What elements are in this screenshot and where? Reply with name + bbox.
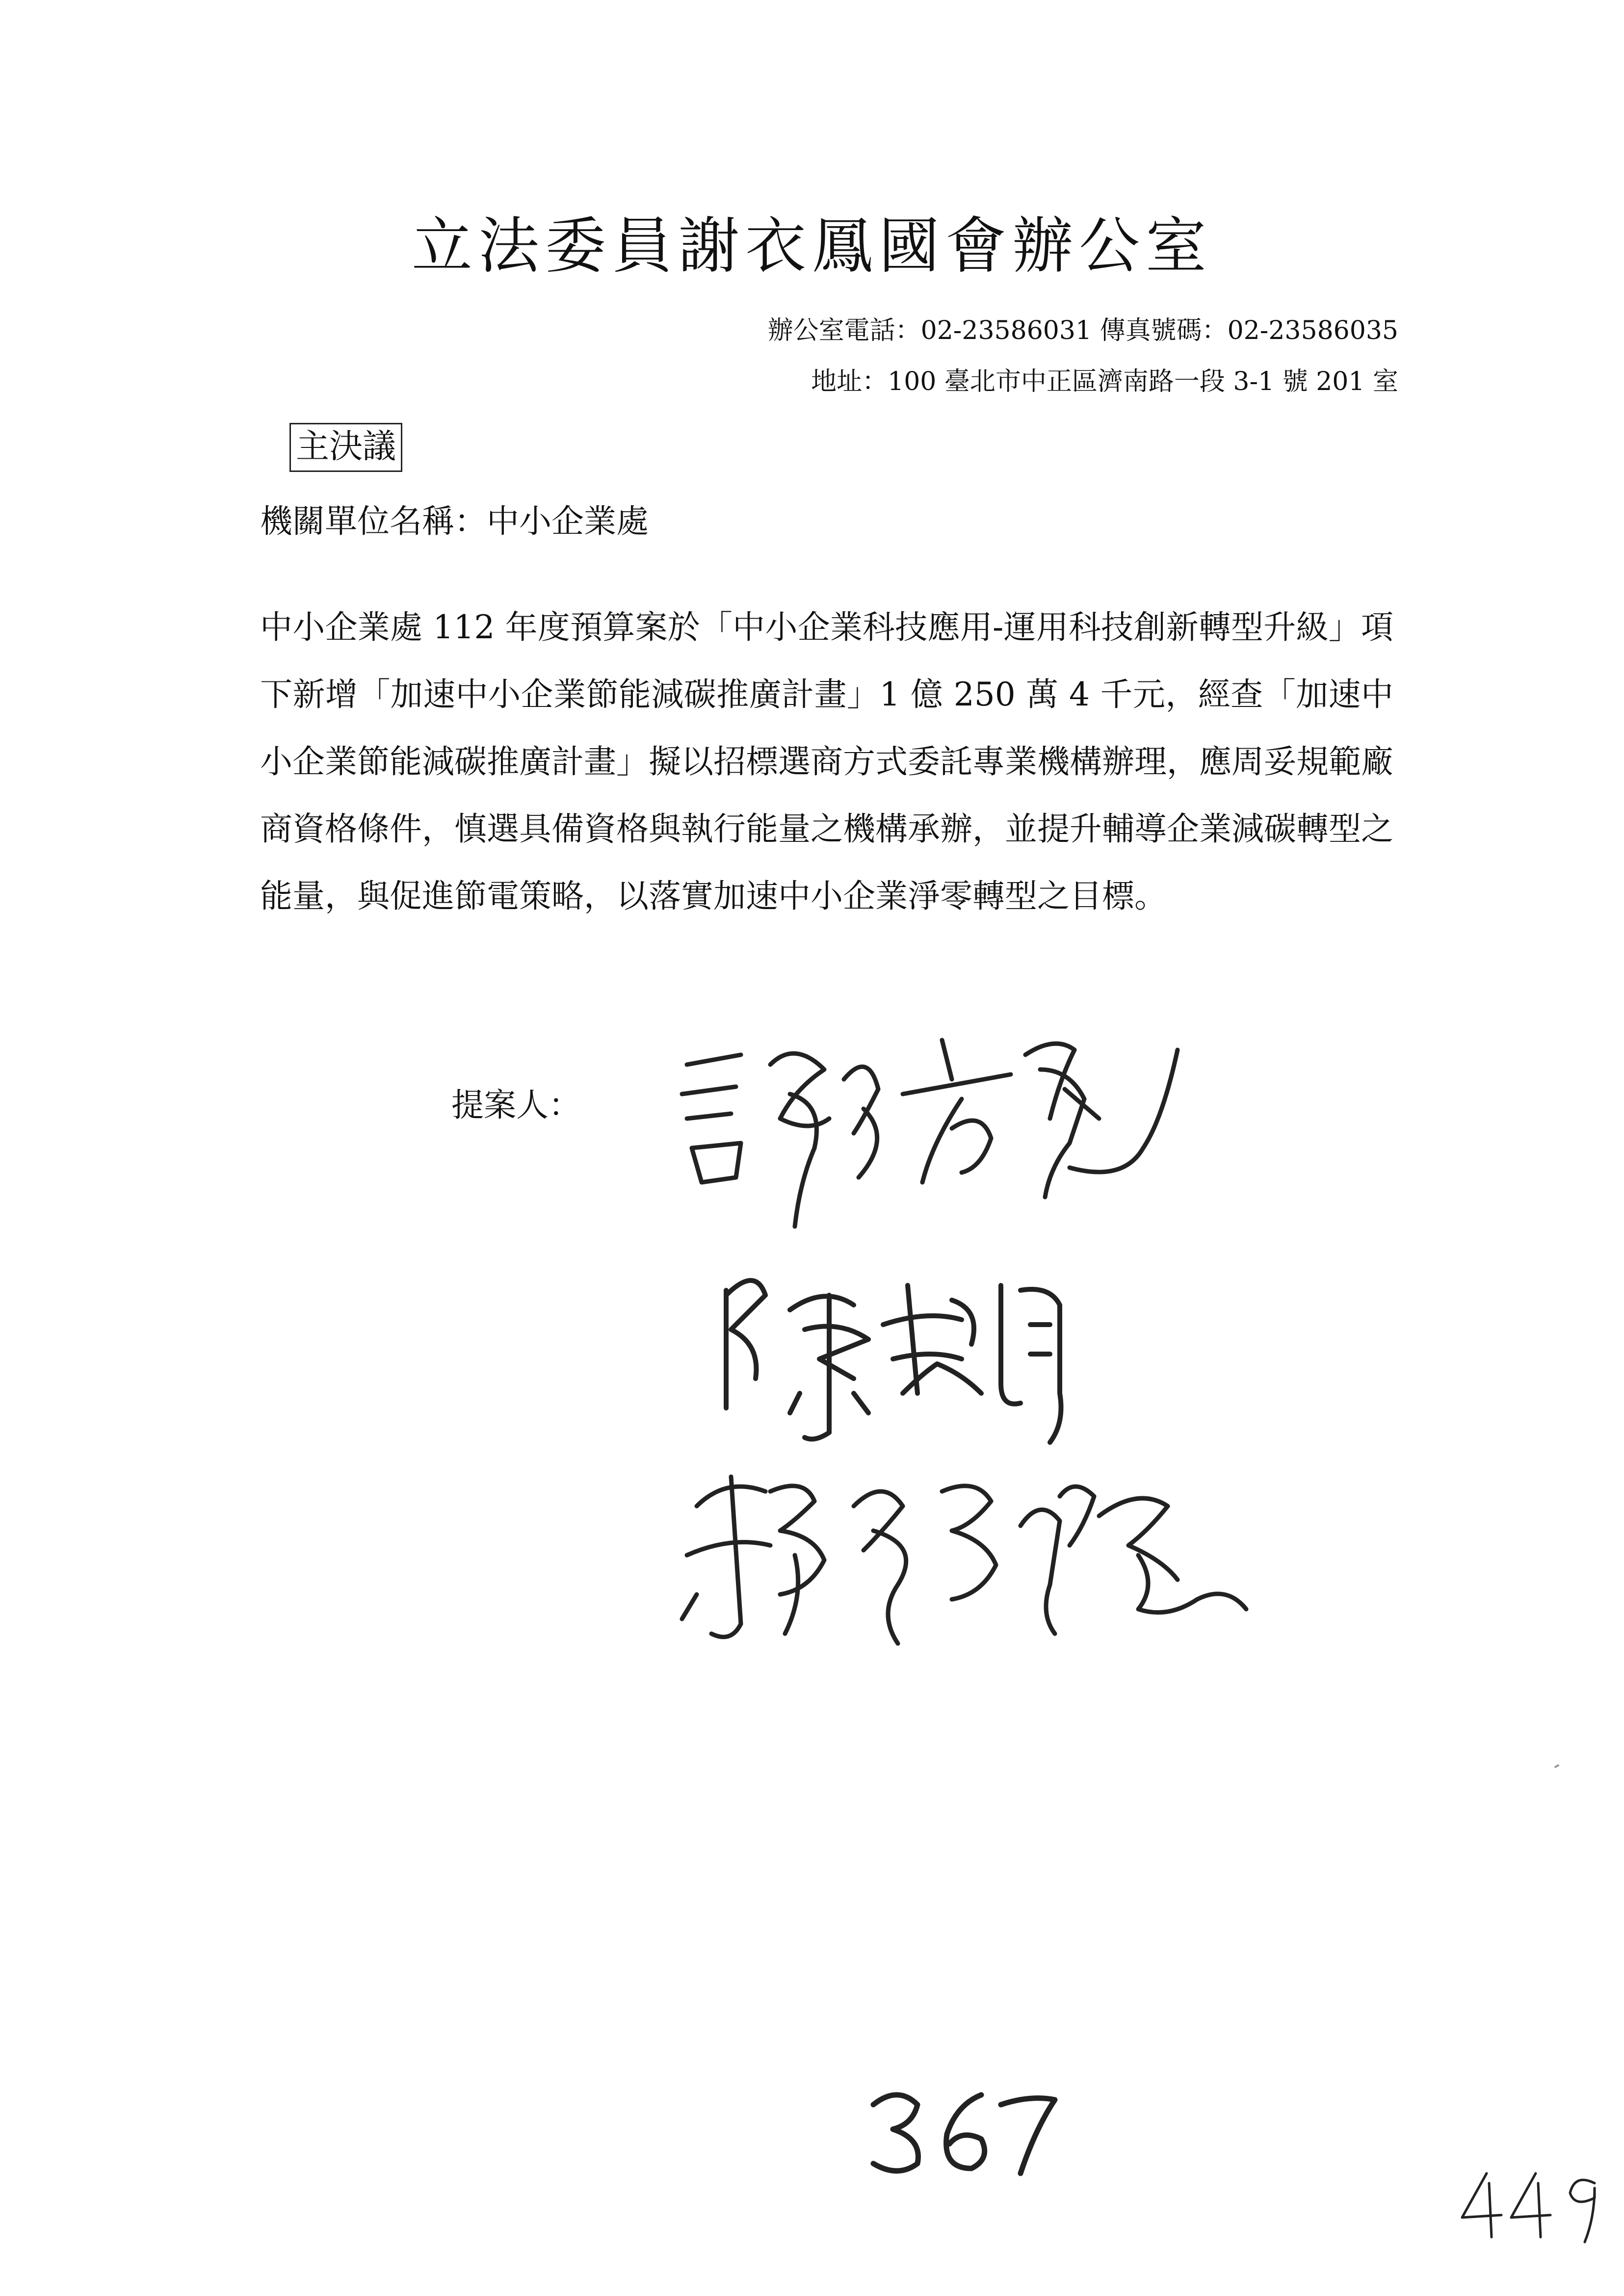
resolution-body: 中小企業處 112 年度預算案於「中小企業科技應用-運用科技創新轉型升級」項下新增「加速中小企業節能減碳推廣計畫」1 億 250 萬 4 千元，經查「加速中小企業節能減碳推廣計畫」擬以招標選商方式委託專業機構辦理，應周妥規範廠商資格條件，慎選具備資格與執行能量之機構承辦，並提升輔導企業減碳轉型之能量，與促進節電策略，以落實加速中小企業淨零轉型之目標。 bbox=[260, 608, 1393, 915]
contact-phone-fax: 辦公室電話：02-23586031 傳真號碼：02-23586035 bbox=[767, 316, 1398, 345]
page-title: 立法委員謝衣鳳國會辦公室 bbox=[411, 211, 1212, 282]
resolution-tag: 主決議 bbox=[289, 423, 402, 472]
agency-line: 機關單位名稱：中小企業處 bbox=[260, 502, 649, 540]
proposer-label: 提案人： bbox=[451, 1086, 581, 1124]
contact-address: 地址：100 臺北市中正區濟南路一段 3-1 號 201 室 bbox=[811, 367, 1398, 396]
signature-2 bbox=[707, 1246, 1089, 1452]
scan-speck bbox=[1554, 1764, 1560, 1768]
signature-1 bbox=[667, 1020, 1187, 1256]
handwritten-corner-number bbox=[1452, 2159, 1609, 2247]
signature-3 bbox=[667, 1447, 1276, 1663]
handwritten-page-number bbox=[859, 2075, 1065, 2183]
